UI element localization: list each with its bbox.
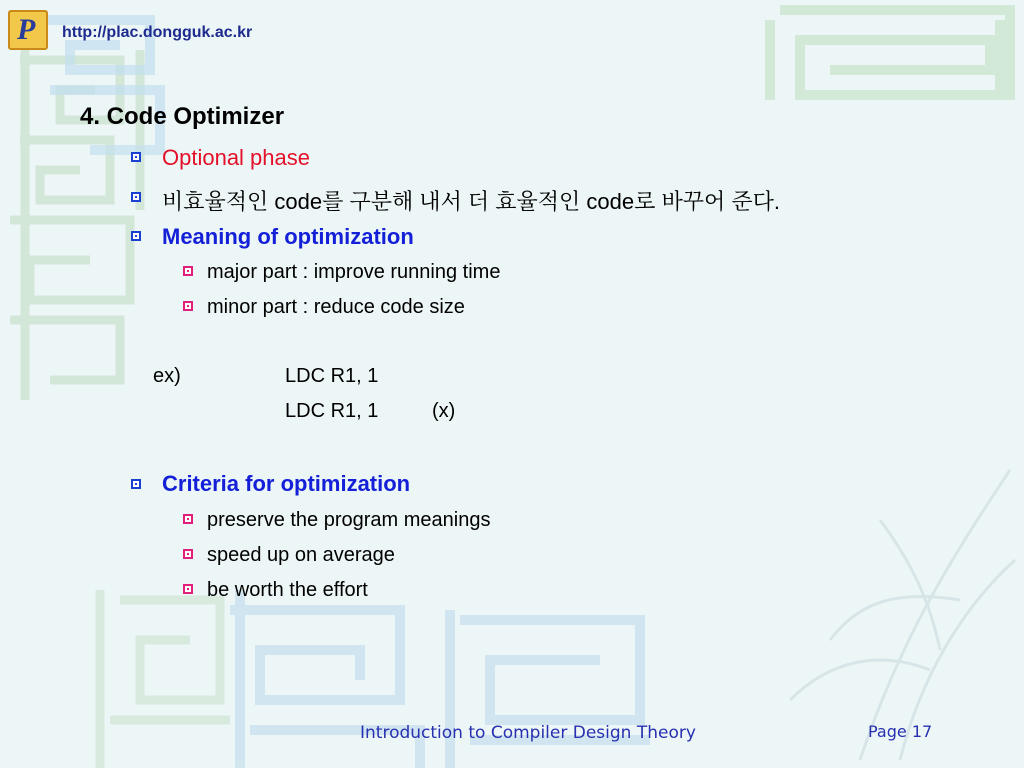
logo <box>8 10 48 50</box>
example-mark: (x) <box>432 400 456 422</box>
sub-bullet-marker <box>183 584 193 594</box>
example-line-2: LDC R1, 1 <box>285 400 379 422</box>
page-number: Page 17 <box>868 722 933 741</box>
bullet-korean-description: 비효율적인 code를 구분해 내서 더 효율적인 code로 바꾸어 준다. <box>162 189 780 214</box>
sub-bullet-major-part: major part : improve running time <box>207 261 501 283</box>
sub-bullet-preserve: preserve the program meanings <box>207 509 491 531</box>
footer-course-title: Introduction to Compiler Design Theory <box>360 723 696 743</box>
bullet-marker <box>131 479 141 489</box>
sub-bullet-speed: speed up on average <box>207 544 395 566</box>
sub-bullet-marker <box>183 266 193 276</box>
sub-bullet-marker <box>183 549 193 559</box>
sub-bullet-marker <box>183 514 193 524</box>
sub-bullet-minor-part: minor part : reduce code size <box>207 296 465 318</box>
bullet-marker <box>131 231 141 241</box>
bullet-criteria: Criteria for optimization <box>162 471 411 496</box>
bullet-marker <box>131 192 141 202</box>
bullet-marker <box>131 152 141 162</box>
site-url[interactable]: http://plac.dongguk.ac.kr <box>62 24 253 41</box>
example-label: ex) <box>153 365 181 387</box>
logo-letter: P <box>17 13 36 46</box>
bullet-optional-phase: Optional phase <box>162 145 310 170</box>
slide-title: 4. Code Optimizer <box>80 103 285 130</box>
sub-bullet-worth: be worth the effort <box>207 579 368 601</box>
example-line-1: LDC R1, 1 <box>285 365 379 387</box>
sub-bullet-marker <box>183 301 193 311</box>
bullet-meaning-of-optimization: Meaning of optimization <box>162 224 414 249</box>
